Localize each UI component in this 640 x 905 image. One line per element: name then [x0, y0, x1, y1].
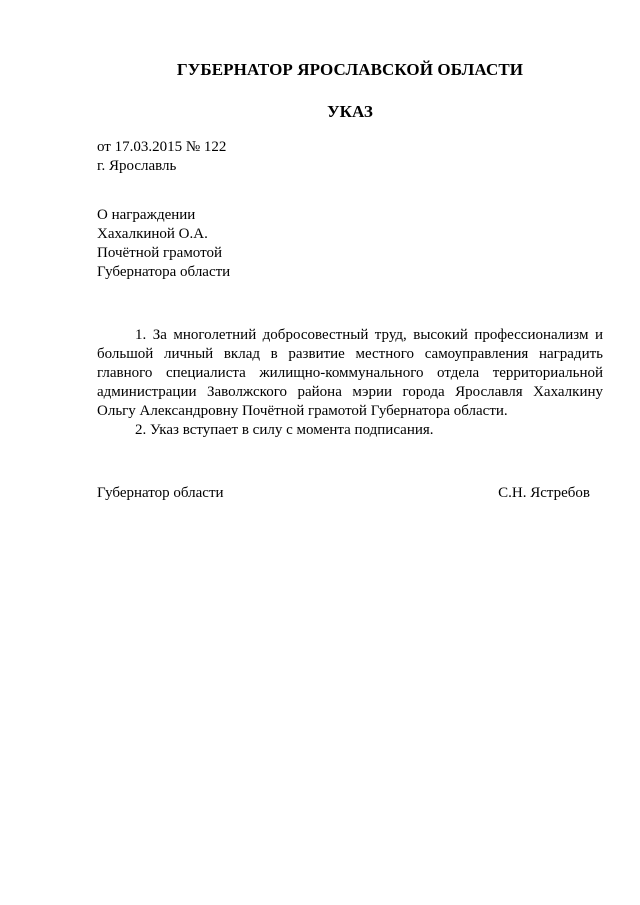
body-item-2: 2. Указ вступает в силу с момента подписания. [135, 422, 434, 438]
subject-line-1: О награждении [97, 207, 196, 223]
body-item-1: 1. За многолетний добросовестный труд, высокий профессионализм и большой личный вклад в развитие местного самоуправления наградить главного специалиста жилищно-коммунального отдела территориальной администрации Заволжского района мэрии города Ярославля Хахалкину Ольгу Александровну Почётной грамотой Губернатора области. [97, 327, 603, 419]
signatory-name: С.Н. Ястребов [498, 485, 590, 501]
document-subject [97, 206, 230, 282]
document-meta [97, 138, 226, 176]
subject-line-3: Почётной грамотой [97, 245, 222, 261]
place: г. Ярославль [97, 158, 177, 174]
document-body [97, 326, 603, 440]
document-type: УКАЗ [327, 102, 373, 121]
date-number: от 17.03.2015 № 122 [97, 139, 227, 155]
subject-line-4: Губернатора области [97, 264, 231, 280]
signature-block [97, 485, 590, 502]
signatory-position: Губернатор области [97, 485, 224, 501]
issuer-title: ГУБЕРНАТОР ЯРОСЛАВСКОЙ ОБЛАСТИ [176, 60, 524, 79]
subject-line-2: Хахалкиной О.А. [97, 226, 208, 242]
